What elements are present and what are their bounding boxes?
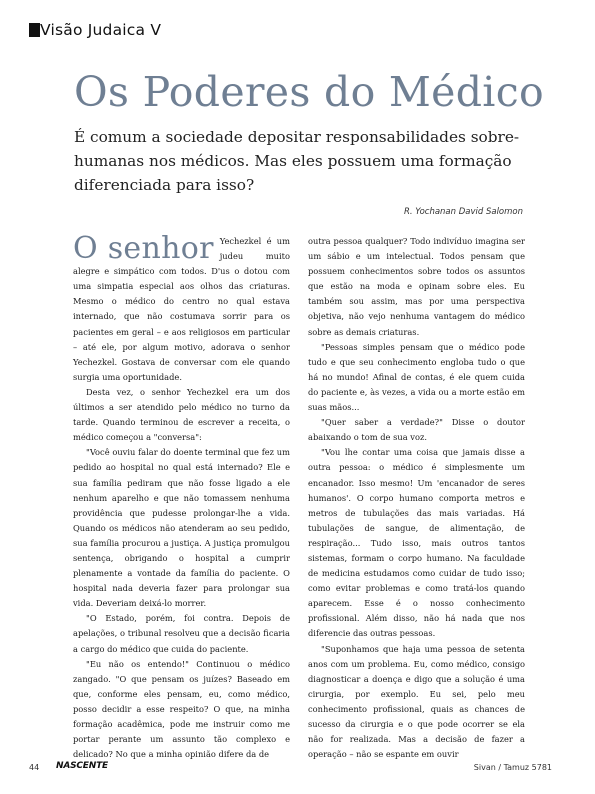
dropcap-lead-words: O senhor	[73, 231, 214, 266]
paragraph: Desta vez, o senhor Yechezkel era um dos últimos a ser atendido pelo médico no turno da tarde. Quando terminou de escrever a receita, o médico começou a "conversa":	[73, 386, 290, 443]
paragraph: "Eu não os entendo!" Continuou o médico zangado. "O que pensam os juízes? Baseado em que, conforme eles pensam, eu, como médico, posso decidir a esse respeito? O que, na minha formação acadêmica, pode me instruir como me portar perante um assunto tão complexo e delicado? No que a minha opinião difere da de	[73, 658, 290, 760]
article-lead: É comum a sociedade depositar responsabilidades sobre-humanas nos médicos. Mas eles possuem uma formação diferenciada para isso?	[74, 128, 520, 194]
right-column	[308, 234, 525, 762]
paragraph: "Suponhamos que haja uma pessoa de setenta anos com um problema. Eu, como médico, consigo diagnosticar a doença e digo que a solução é uma cirurgia, por exemplo. Eu sei, pelo meu conhecimento profissional, quais as chances de sucesso da cirurgia e o que pode ocorrer se ela não for realizada. Mas a decisão de fazer a operação – não se espante em ouvir	[308, 643, 525, 760]
paragraph: "Quer saber a verdade?" Disse o doutor abaixando o tom de sua voz.	[308, 417, 525, 443]
paragraph: outra pessoa qualquer? Todo indivíduo imagina ser um sábio e um intelectual. Todos pensam que possuem conhecimentos sobre todos os assuntos que estão na moda e opinam sobre eles. Eu também sou assim, mas por uma perspectiva objetiva, não vejo nenhuma vantagem do médico sobre as demais criaturas.	[308, 236, 525, 337]
paragraph	[73, 231, 290, 385]
article-title: Os Poderes do Médico	[74, 68, 544, 116]
left-column	[73, 231, 290, 762]
paragraph: "O Estado, porém, foi contra. Depois de apelações, o tribunal resolveu que a decisão ficaria a cargo do médico que cuida do paciente.	[73, 613, 290, 654]
paragraph: "Vou lhe contar uma coisa que jamais disse a outra pessoa: o médico é simplesmente um encanador. Isso mesmo! Um 'encanador de seres humanos'. O corpo humano comporta metros e metros de tubulações das mais variadas. Há tubulações de sangue, de alimentação, de respiração... Tudo isso, mais outros tantos sistemas, formam o corpo humano. Na faculdade de medicina estudamos como cuidar de tudo isso; como evitar problemas e como tratá-los quando aparecem. Esse é o nosso conhecimento profissional. Além disso, não há nada que nos diferencie das outras pessoas.	[308, 447, 525, 639]
paragraph: "Você ouviu falar do doente terminal que fez um pedido ao hospital no qual está internado? Ele e sua família pediram que não fosse ligado a ele nenhum aparelho e que não tomassem nenhuma providência que pudesse prolongar-lhe a vida. Quando os médicos não atenderam ao seu pedido, sua família procurou a justiça. A justiça promulgou sentença, obrigando o hospital a cumprir plenamente a vontade da família do paciente. O hospital nada deveria fazer para prolongar sua vida. Deveriam deixá-lo morrer.	[73, 447, 290, 609]
paragraph: "Pessoas simples pensam que o médico pode tudo e que seu conhecimento engloba tudo o que há no mundo! Afinal de contas, é ele quem cuida do paciente e, às vezes, a vida ou a morte estão em suas mãos...	[308, 341, 525, 413]
section-label-text: Visão Judaica V	[40, 21, 162, 39]
magazine-logo: NASCENTE	[56, 761, 108, 771]
article-author: R. Yochanan David Salomon	[404, 207, 523, 217]
section-label	[29, 21, 161, 39]
paragraph-text: Yechezkel é um judeu muito alegre e simpático com todos. D'us o dotou com uma simpatia especial aos olhos das criaturas. Mesmo o médico do centro no qual estava internado, que não costumava sorrir para os pacientes em geral – e aos religiosos em particular – até ele, por algum motivo, adorava o senhor Yechezkel. Gostava de conversar com ele quando surgia uma oportunidade.	[73, 236, 290, 382]
issue-date: Sivan / Tamuz 5781	[473, 763, 552, 772]
section-marker-block	[29, 23, 40, 37]
page-number: 44	[29, 763, 40, 772]
